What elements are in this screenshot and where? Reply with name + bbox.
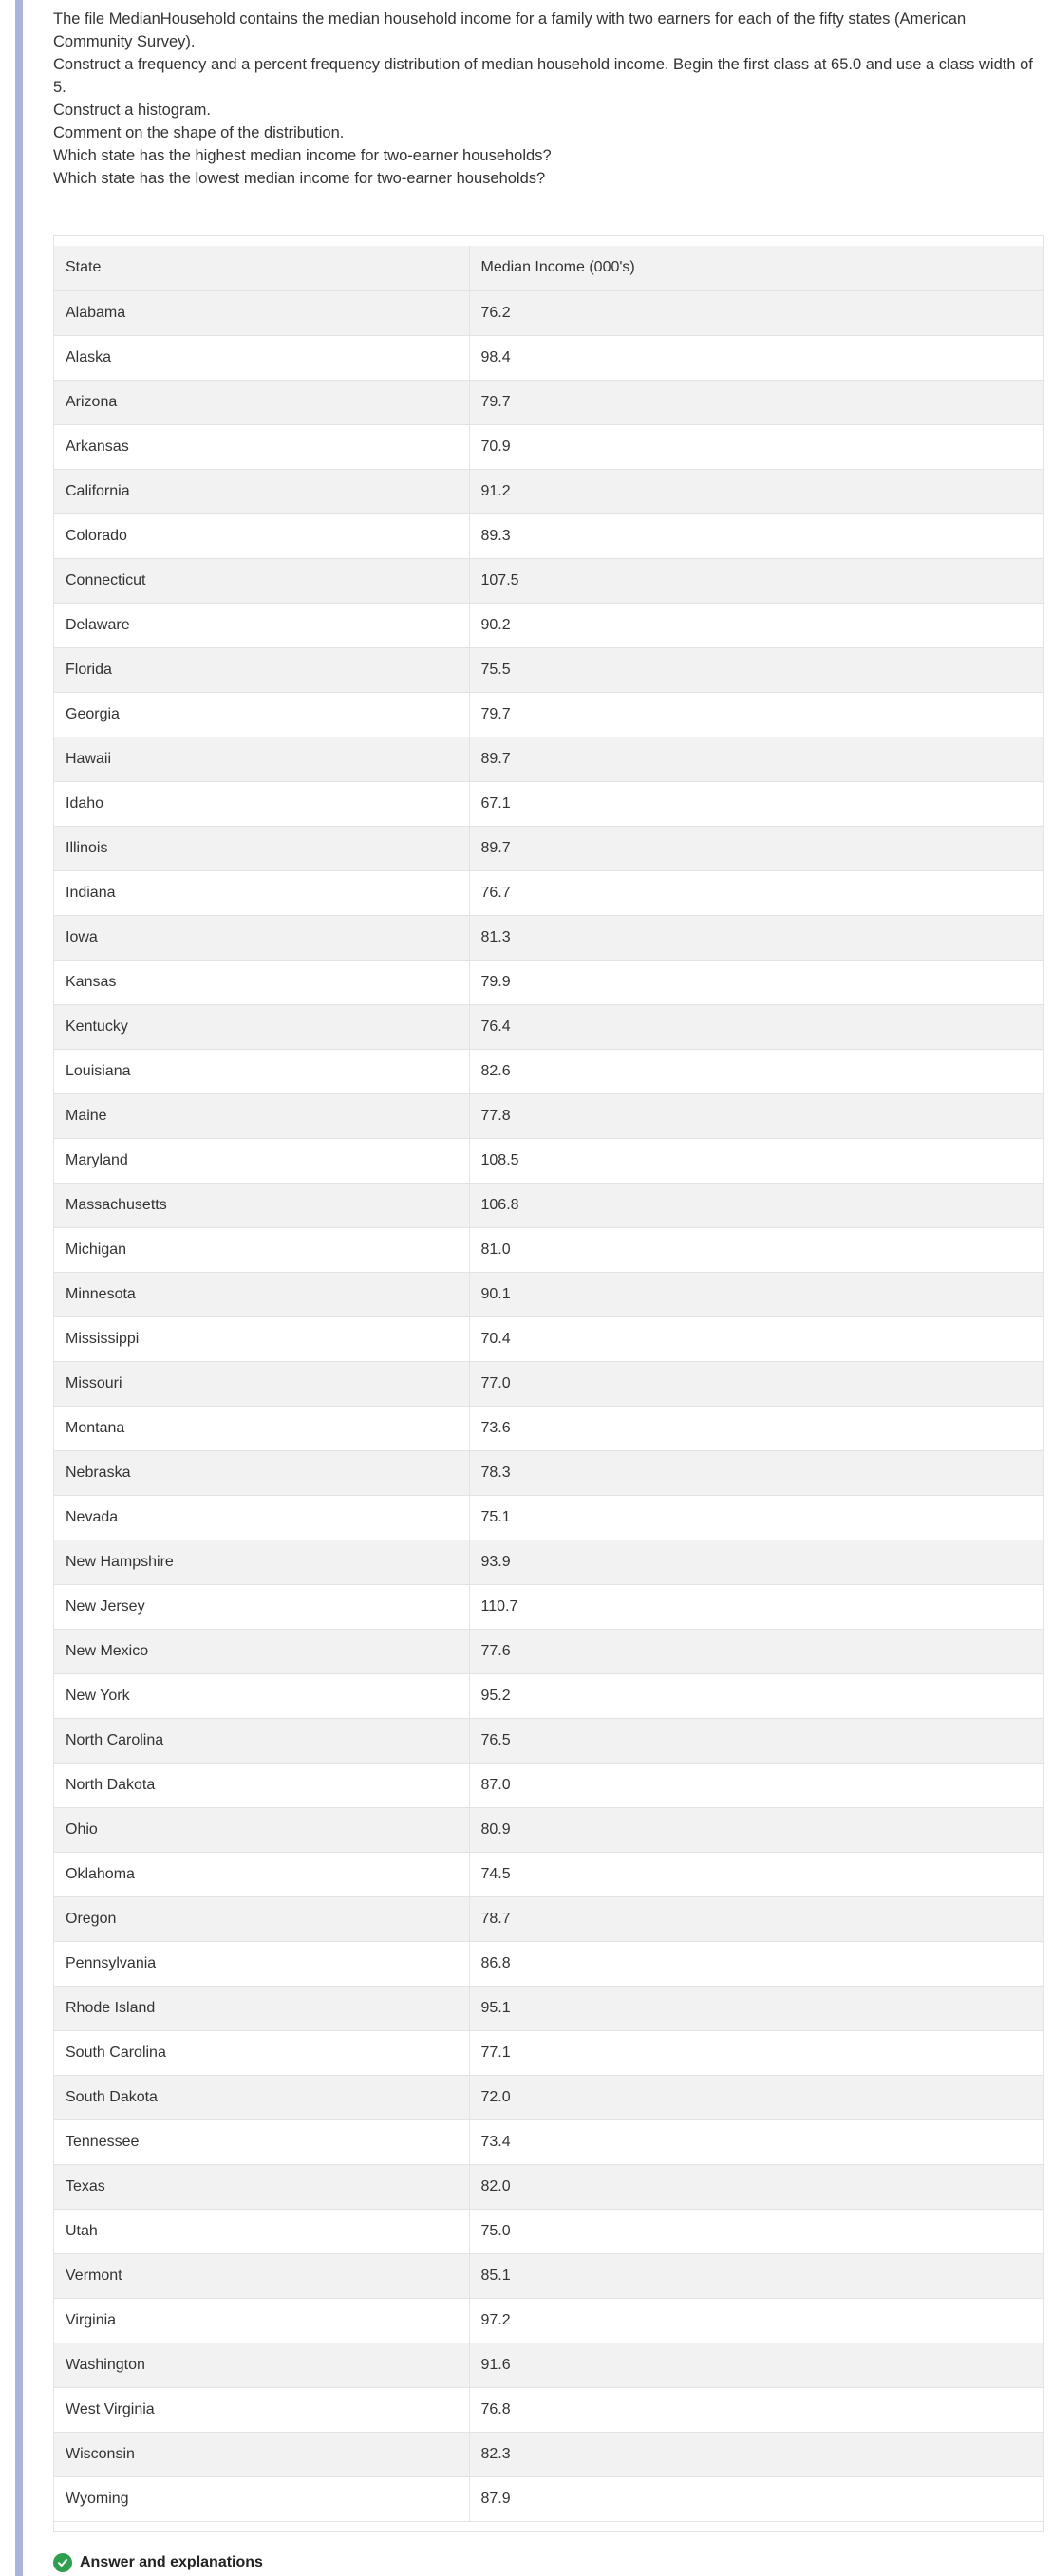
table-row — [54, 1049, 1043, 1093]
table-row — [54, 1450, 1043, 1495]
state-cell: Texas — [54, 2164, 469, 2209]
state-cell: Michigan — [54, 1227, 469, 1272]
income-cell: 110.7 — [469, 1584, 1043, 1629]
state-cell: New Mexico — [54, 1629, 469, 1673]
table-row — [54, 737, 1043, 781]
table-row — [54, 2343, 1043, 2387]
table-row — [54, 647, 1043, 692]
state-cell: Montana — [54, 1406, 469, 1450]
table-row — [54, 335, 1043, 380]
state-cell: Vermont — [54, 2253, 469, 2298]
income-cell: 93.9 — [469, 1540, 1043, 1584]
income-cell: 85.1 — [469, 2253, 1043, 2298]
income-cell: 78.3 — [469, 1450, 1043, 1495]
table-row — [54, 1272, 1043, 1316]
table-row — [54, 2298, 1043, 2343]
state-cell: Oklahoma — [54, 1852, 469, 1896]
state-cell: California — [54, 469, 469, 513]
income-cell: 91.2 — [469, 469, 1043, 513]
income-cell: 87.0 — [469, 1763, 1043, 1807]
table-row — [54, 1540, 1043, 1584]
income-cell: 77.8 — [469, 1093, 1043, 1138]
state-cell: Maryland — [54, 1138, 469, 1183]
state-cell: Illinois — [54, 826, 469, 870]
income-table — [54, 246, 1043, 2522]
question-line-5: Which state has the highest median income for two-earner households? — [53, 147, 552, 164]
income-cell: 82.6 — [469, 1049, 1043, 1093]
state-cell: North Dakota — [54, 1763, 469, 1807]
table-row — [54, 290, 1043, 335]
income-cell: 106.8 — [469, 1183, 1043, 1227]
state-cell: Pennsylvania — [54, 1941, 469, 1986]
income-cell: 72.0 — [469, 2075, 1043, 2119]
table-row — [54, 1718, 1043, 1763]
table-row — [54, 380, 1043, 424]
table-row — [54, 1316, 1043, 1361]
income-cell: 90.2 — [469, 603, 1043, 647]
income-cell: 70.4 — [469, 1316, 1043, 1361]
table-row — [54, 424, 1043, 469]
income-cell: 97.2 — [469, 2298, 1043, 2343]
state-cell: Washington — [54, 2343, 469, 2387]
income-cell: 82.3 — [469, 2432, 1043, 2476]
income-cell: 76.5 — [469, 1718, 1043, 1763]
table-row — [54, 1852, 1043, 1896]
state-cell: New York — [54, 1673, 469, 1718]
income-cell: 95.2 — [469, 1673, 1043, 1718]
state-cell: New Jersey — [54, 1584, 469, 1629]
state-cell: Nebraska — [54, 1450, 469, 1495]
income-cell: 90.1 — [469, 1272, 1043, 1316]
question-line-6: Which state has the lowest median income for two-earner households? — [53, 170, 546, 187]
income-cell: 79.7 — [469, 692, 1043, 737]
table-row — [54, 781, 1043, 826]
question-block — [53, 8, 1041, 190]
table-row — [54, 603, 1043, 647]
income-cell: 77.0 — [469, 1361, 1043, 1406]
state-cell: West Virginia — [54, 2387, 469, 2432]
table-row — [54, 469, 1043, 513]
table-row — [54, 960, 1043, 1004]
income-cell: 89.7 — [469, 826, 1043, 870]
table-row — [54, 2164, 1043, 2209]
income-cell: 73.4 — [469, 2119, 1043, 2164]
income-cell: 89.7 — [469, 737, 1043, 781]
table-row — [54, 1673, 1043, 1718]
state-cell: Tennessee — [54, 2119, 469, 2164]
table-row — [54, 1584, 1043, 1629]
table-row — [54, 2209, 1043, 2253]
question-line-2: Construct a frequency and a percent frequency distribution of median household income. Begin the first class at 65.0 and use a class width of 5. — [53, 56, 1033, 96]
table-header-row — [54, 246, 1043, 290]
state-cell: Alabama — [54, 290, 469, 335]
state-cell: Arkansas — [54, 424, 469, 469]
answer-label[interactable]: Answer and explanations — [80, 2554, 263, 2570]
table-row — [54, 1004, 1043, 1049]
state-cell: Iowa — [54, 915, 469, 960]
income-cell: 67.1 — [469, 781, 1043, 826]
table-row — [54, 2075, 1043, 2119]
state-cell: Wisconsin — [54, 2432, 469, 2476]
state-cell: Florida — [54, 647, 469, 692]
table-row — [54, 870, 1043, 915]
income-cell: 76.8 — [469, 2387, 1043, 2432]
table-row — [54, 1629, 1043, 1673]
state-cell: Louisiana — [54, 1049, 469, 1093]
answer-section[interactable] — [53, 2553, 263, 2572]
income-cell: 81.3 — [469, 915, 1043, 960]
income-cell: 82.0 — [469, 2164, 1043, 2209]
table-row — [54, 915, 1043, 960]
table-row — [54, 1227, 1043, 1272]
state-cell: Georgia — [54, 692, 469, 737]
table-row — [54, 826, 1043, 870]
income-cell: 77.1 — [469, 2030, 1043, 2075]
state-cell: Ohio — [54, 1807, 469, 1852]
table-row — [54, 1361, 1043, 1406]
check-circle-icon — [53, 2553, 72, 2572]
income-cell: 75.5 — [469, 647, 1043, 692]
left-accent-bar — [15, 0, 23, 2576]
table-row — [54, 2119, 1043, 2164]
state-cell: North Carolina — [54, 1718, 469, 1763]
table-row — [54, 2387, 1043, 2432]
state-cell: Wyoming — [54, 2476, 469, 2521]
state-cell: Nevada — [54, 1495, 469, 1540]
income-cell: 95.1 — [469, 1986, 1043, 2030]
state-cell: Delaware — [54, 603, 469, 647]
table-row — [54, 1896, 1043, 1941]
state-cell: Utah — [54, 2209, 469, 2253]
state-cell: Missouri — [54, 1361, 469, 1406]
income-cell: 75.0 — [469, 2209, 1043, 2253]
state-cell: Hawaii — [54, 737, 469, 781]
table-row — [54, 1986, 1043, 2030]
income-cell: 81.0 — [469, 1227, 1043, 1272]
table-row — [54, 1093, 1043, 1138]
state-cell: Kansas — [54, 960, 469, 1004]
table-row — [54, 1183, 1043, 1227]
state-cell: Oregon — [54, 1896, 469, 1941]
question-line-1: The file MedianHousehold contains the median household income for a family with two earners for each of the fifty states (American Community Survey). — [53, 10, 967, 50]
state-cell: New Hampshire — [54, 1540, 469, 1584]
income-cell: 108.5 — [469, 1138, 1043, 1183]
state-cell: Virginia — [54, 2298, 469, 2343]
income-cell: 76.4 — [469, 1004, 1043, 1049]
income-cell: 87.9 — [469, 2476, 1043, 2521]
income-cell: 107.5 — [469, 558, 1043, 603]
state-cell: Idaho — [54, 781, 469, 826]
question-text — [53, 8, 1041, 190]
table-row — [54, 2476, 1043, 2521]
income-cell: 86.8 — [469, 1941, 1043, 1986]
income-cell: 79.7 — [469, 380, 1043, 424]
table-row — [54, 2432, 1043, 2476]
state-cell: South Carolina — [54, 2030, 469, 2075]
table-row — [54, 1138, 1043, 1183]
state-cell: Maine — [54, 1093, 469, 1138]
income-cell: 91.6 — [469, 2343, 1043, 2387]
question-line-4: Comment on the shape of the distribution. — [53, 124, 345, 141]
state-cell: Colorado — [54, 513, 469, 558]
income-cell: 89.3 — [469, 513, 1043, 558]
table-row — [54, 558, 1043, 603]
income-cell: 75.1 — [469, 1495, 1043, 1540]
table-row — [54, 1495, 1043, 1540]
table-row — [54, 1763, 1043, 1807]
table-row — [54, 1941, 1043, 1986]
income-cell: 79.9 — [469, 960, 1043, 1004]
income-cell: 70.9 — [469, 424, 1043, 469]
state-cell: Rhode Island — [54, 1986, 469, 2030]
table-body — [54, 290, 1043, 2521]
table-row — [54, 1807, 1043, 1852]
state-cell: Minnesota — [54, 1272, 469, 1316]
income-cell: 76.7 — [469, 870, 1043, 915]
table-row — [54, 2030, 1043, 2075]
income-cell: 73.6 — [469, 1406, 1043, 1450]
state-cell: South Dakota — [54, 2075, 469, 2119]
state-cell: Massachusetts — [54, 1183, 469, 1227]
income-cell: 74.5 — [469, 1852, 1043, 1896]
state-cell: Kentucky — [54, 1004, 469, 1049]
state-cell: Mississippi — [54, 1316, 469, 1361]
state-cell: Connecticut — [54, 558, 469, 603]
header-income: Median Income (000's) — [469, 246, 1043, 290]
income-cell: 78.7 — [469, 1896, 1043, 1941]
income-cell: 98.4 — [469, 335, 1043, 380]
income-cell: 77.6 — [469, 1629, 1043, 1673]
table-row — [54, 692, 1043, 737]
question-line-3: Construct a histogram. — [53, 102, 211, 119]
data-table-container — [53, 235, 1044, 2532]
header-state: State — [54, 246, 469, 290]
table-row — [54, 1406, 1043, 1450]
state-cell: Indiana — [54, 870, 469, 915]
table-row — [54, 513, 1043, 558]
table-row — [54, 2253, 1043, 2298]
income-cell: 76.2 — [469, 290, 1043, 335]
state-cell: Alaska — [54, 335, 469, 380]
income-cell: 80.9 — [469, 1807, 1043, 1852]
state-cell: Arizona — [54, 380, 469, 424]
